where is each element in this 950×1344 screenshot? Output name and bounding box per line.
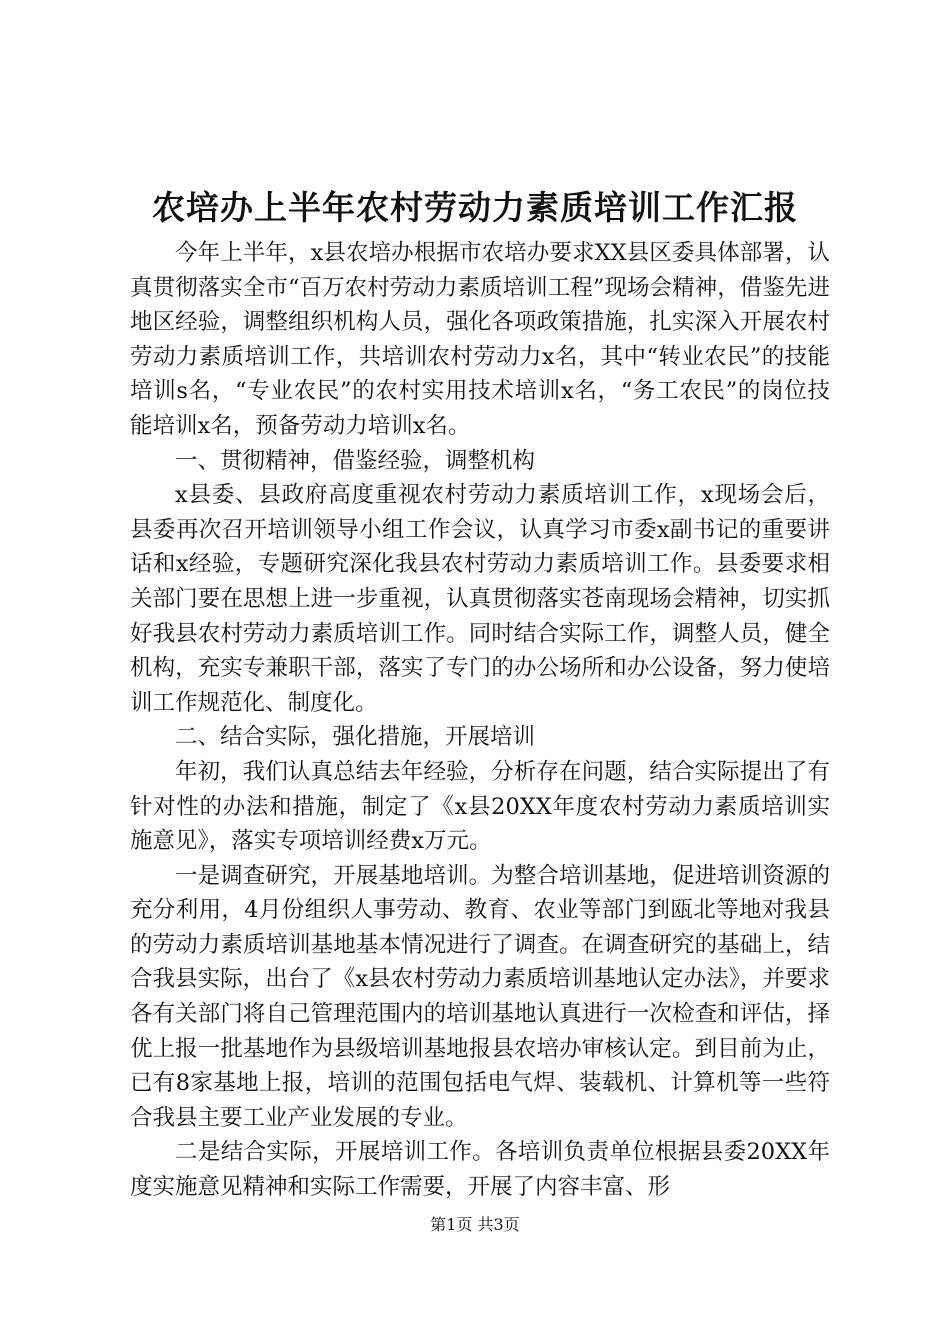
section-heading-2: 二、结合实际，强化措施，开展培训: [175, 724, 536, 751]
intro-paragraph: 今年上半年，x县农培办根据市农培办要求XX县区委具体部署，认真贯彻落实全市“百万农村劳动力素质培训工程”现场会精神，借鉴先进地区经验，调整组织机构人员，强化各项政策措施，扎实深入开展农村劳动力素质培训工作，共培训农村劳动力x名，其中“转业农民”的技能培训s名，“专业农民”的农村实用技术培训x名，“务工农民”的岗位技能培训x名，预备劳动力培训x名。: [130, 240, 830, 439]
document-body: [130, 236, 830, 1205]
page-number-footer: 第1页 共3页: [430, 1215, 520, 1234]
document-title: 农培办上半年农村劳动力素质培训工作汇报: [152, 188, 798, 227]
section-1-paragraph: x县委、县政府高度重视农村劳动力素质培训工作，x现场会后，县委再次召开培训领导小组工作会议，认真学习市委x副书记的重要讲话和x经验，专题研究深化我县农村劳动力素质培训工作。县委要求相关部门要在思想上进一步重视，认真贯彻落实苍南现场会精神，切实抓好我县农村劳动力素质培训工作。同时结合实际工作，调整人员，健全机构，充实专兼职干部，落实了专门的办公场所和办公设备，努力使培训工作规范化、制度化。: [130, 482, 830, 716]
section-2-paragraph-1: 年初，我们认真总结去年经验，分析存在问题，结合实际提出了有针对性的办法和措施，制定了《x县20XX年度农村劳动力素质培训实施意见》，落实专项培训经费x万元。: [130, 758, 830, 855]
section-2-paragraph-3: 二是结合实际，开展培训工作。各培训负责单位根据县委20XX年度实施意见精神和实际工作需要，开展了内容丰富、形: [130, 1139, 830, 1201]
section-2-paragraph-2: 一是调查研究，开展基地培训。为整合培训基地，促进培训资源的充分利用，4月份组织人事劳动、教育、农业等部门到瓯北等地对我县的劳动力素质培训基地基本情况进行了调查。在调查研究的基础上，结合我县实际，出台了《x县农村劳动力素质培训基地认定办法》，并要求各有关部门将自己管理范围内的培训基地认真进行一次检查和评估，择优上报一批基地作为县级培训基地报县农培办审核认定。到目前为止，已有8家基地上报，培训的范围包括电气焊、装载机、计算机等一些符合我县主要工业产业发展的专业。: [130, 862, 830, 1131]
section-heading-1: 一、贯彻精神，借鉴经验，调整机构: [175, 447, 536, 474]
